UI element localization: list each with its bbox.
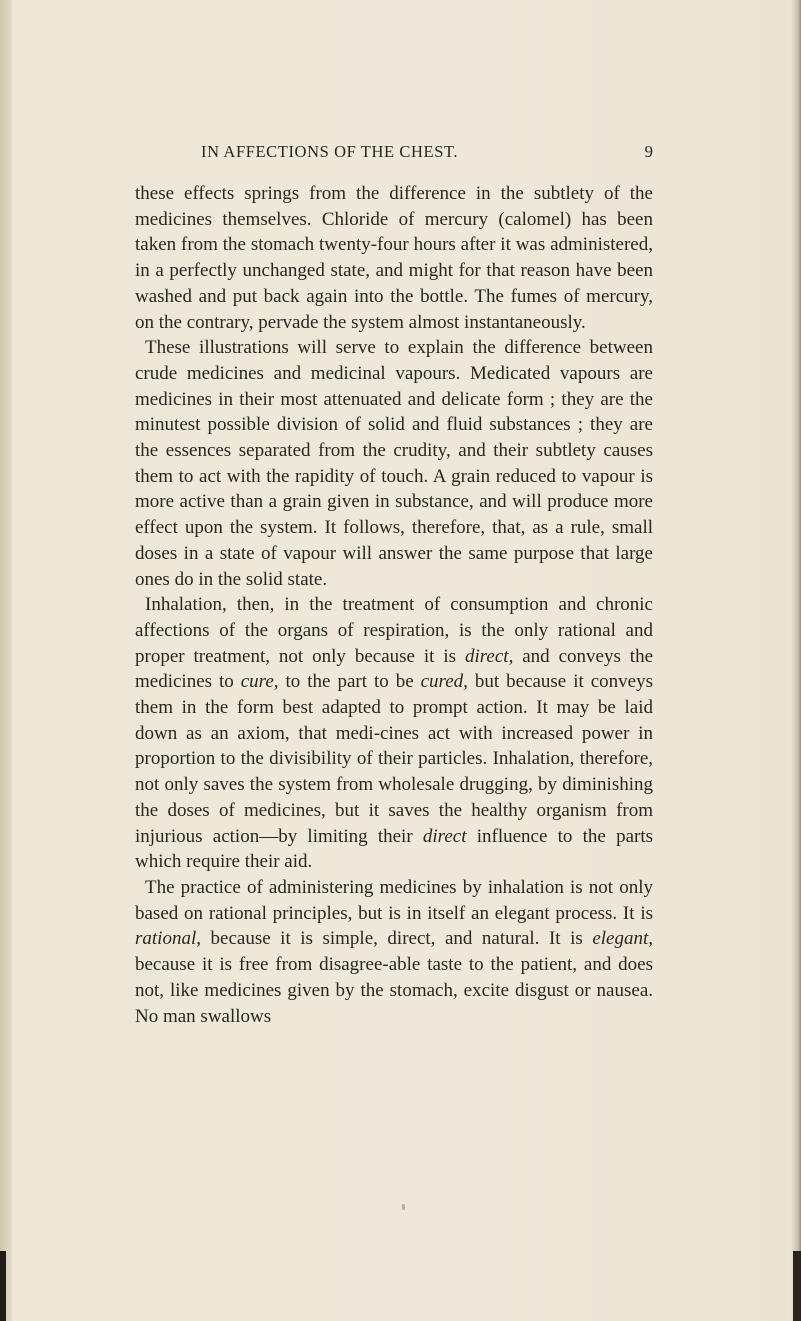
paragraph <box>135 181 653 335</box>
text-run: and conveys the medicines to <box>135 645 653 693</box>
text-run: Inhalation, then, in the treatment of consumption and chronic affections of the organs of respiration, is the only rational and proper treatment, not only because it is <box>135 594 653 667</box>
text-run: These illustrations will serve to explain the difference between crude medicines and medicinal vapours. Medicated vapours are medicines in their most attenuated and delicate form ; they are the minutest possible division of solid and fluid substances ; they are the essences separated from the crudity, and their subtlety causes them to act with the rapidity of touch. A grain reduced to vapour is more active than a grain given in substance, and will produce more effect upon the system. It follows, therefore, that, as a rule, small doses in a state of vapour will answer the same purpose that large ones do in the solid state. <box>135 337 653 590</box>
text-run: to the part to be <box>278 671 421 693</box>
text-run: these effects springs from the difference in the subtlety of the medicines themselves. Chloride of mercury (calomel) has been taken from the stomach twenty-four hours after it was administered, in a perfectly unchanged state, and might for that reason have been washed and put back again into the bottle. The fumes of mercury, on the contrary, pervade the system almost instantaneously. <box>135 183 653 333</box>
text-run: The practice of administering medicines by inhalation is not only based on rational principles, but is in itself an elegant process. It is <box>135 876 653 924</box>
scan-edge-left <box>0 1251 6 1321</box>
text-run: but because it conveys them in the form best adapted to prompt action. It may be laid down as an axiom, that medi-cines act with increased power in proportion to the divisibility of their particles. Inhalation, therefore, not only saves the system from wholesale drugging, by diminishing the doses of medicines, but it saves the healthy organism from injurious action—by limiting their <box>135 671 653 847</box>
paragraph <box>135 335 653 592</box>
text-run: influence to the parts which require their aid. <box>135 825 653 873</box>
print-speck <box>402 1204 405 1210</box>
page-number: 9 <box>644 142 653 161</box>
paragraph <box>135 592 653 875</box>
italic-text: cured, <box>420 671 468 693</box>
italic-text: direct, <box>464 645 514 667</box>
italic-text: rational, <box>135 928 201 950</box>
italic-text: elegant, <box>592 928 653 950</box>
paragraph <box>135 875 653 1029</box>
text-run: because it is free from disagree-able taste to the patient, and does not, like medicines given by the stomach, excite disgust or nausea. No man swallows <box>135 954 653 1027</box>
scan-edge-right <box>793 1251 801 1321</box>
running-title: IN AFFECTIONS OF THE CHEST. <box>201 142 459 161</box>
running-header <box>135 142 653 166</box>
binding-gutter <box>0 0 12 1321</box>
body-text <box>135 181 653 1029</box>
page-edge-shadow <box>791 0 801 1321</box>
italic-text: direct <box>422 825 467 847</box>
italic-text: cure, <box>240 671 279 693</box>
text-run: because it is simple, direct, and natural. It is <box>200 928 593 950</box>
